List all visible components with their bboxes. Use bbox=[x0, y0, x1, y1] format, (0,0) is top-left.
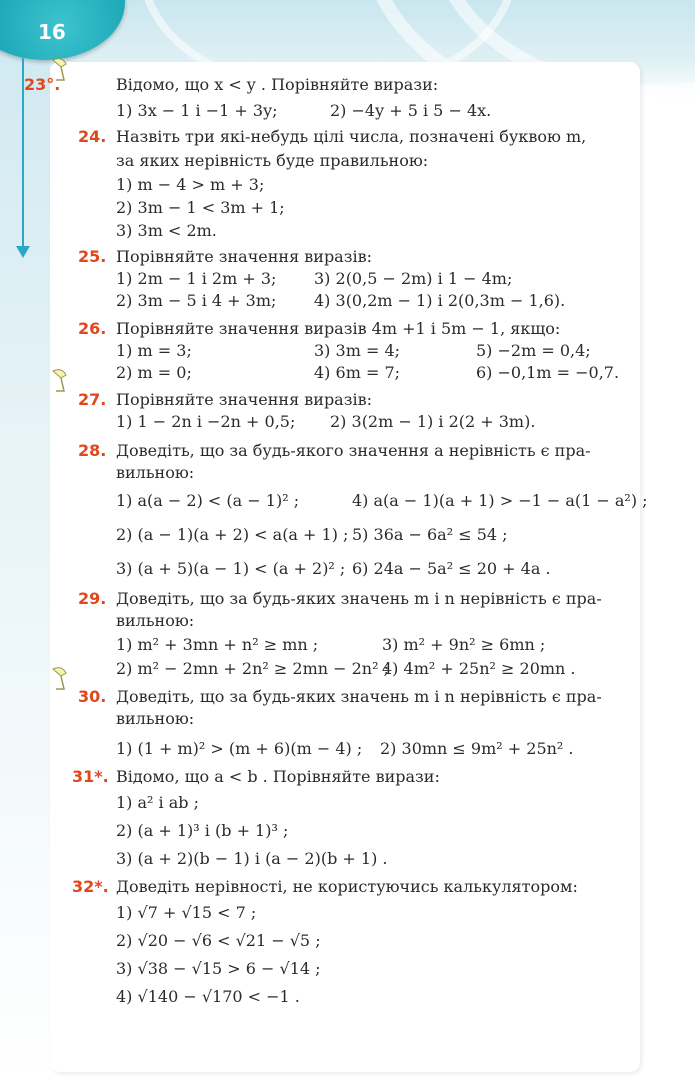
lamp-icon bbox=[50, 367, 72, 393]
page-number: 16 bbox=[38, 20, 66, 44]
problem-item: 6) 24a − 5a² ≤ 20 + 4a . bbox=[352, 559, 551, 578]
problem-item: 1) a(a − 2) < (a − 1)² ; bbox=[116, 491, 300, 510]
problem-statement: Порівняйте значення виразів 4m +1 і 5m − 1, якщо: bbox=[116, 319, 561, 338]
problem-item: 3) 2(0,5 − 2m) і 1 − 4m; bbox=[314, 269, 513, 288]
problem-item: 4) 3(0,2m − 1) і 2(0,3m − 1,6). bbox=[314, 291, 566, 310]
problem-number: 31*. bbox=[72, 767, 109, 786]
problem-item: 2) −4y + 5 і 5 − 4x. bbox=[330, 101, 492, 120]
problem-number: 32*. bbox=[72, 877, 109, 896]
problem-item: 1) 3x − 1 і −1 + 3y; bbox=[116, 101, 278, 120]
problem-item: 2) 3m − 5 і 4 + 3m; bbox=[116, 291, 277, 310]
problem-item: 5) −2m = 0,4; bbox=[476, 341, 591, 360]
problem-item: 1) (1 + m)² > (m + 6)(m − 4) ; bbox=[116, 739, 363, 758]
problem-item: 2) 3m − 1 < 3m + 1; bbox=[116, 198, 285, 217]
arrow-head-icon bbox=[16, 246, 30, 258]
side-margin-background bbox=[0, 0, 50, 1083]
problem-statement: Відомо, що a < b . Порівняйте вирази: bbox=[116, 767, 440, 786]
problem-number: 29. bbox=[78, 589, 107, 608]
problem-statement-cont: за яких нерівність буде правильною: bbox=[116, 151, 429, 170]
problem-item: 3) m² + 9n² ≥ 6mn ; bbox=[382, 635, 546, 654]
problem-statement: Відомо, що x < y . Порівняйте вирази: bbox=[116, 75, 439, 94]
problem-item: 3) 3m < 2m. bbox=[116, 221, 217, 240]
problem-item: 1) m = 3; bbox=[116, 341, 192, 360]
problem-item: 3) (a + 2)(b − 1) і (a − 2)(b + 1) . bbox=[116, 849, 388, 868]
problem-statement: Порівняйте значення виразів: bbox=[116, 390, 372, 409]
problem-item: 4) 6m = 7; bbox=[314, 363, 401, 382]
problem-item: 1) m² + 3mn + n² ≥ mn ; bbox=[116, 635, 319, 654]
problem-statement-cont: вильною: bbox=[116, 463, 195, 482]
problem-item: 2) (a − 1)(a + 2) < a(a + 1) ; bbox=[116, 525, 349, 544]
problem-item: 2) 30mn ≤ 9m² + 25n² . bbox=[380, 739, 574, 758]
problem-item: 1) √7 + √15 < 7 ; bbox=[116, 903, 257, 922]
problem-item: 6) −0,1m = −0,7. bbox=[476, 363, 620, 382]
problem-statement-cont: вильною: bbox=[116, 709, 195, 728]
problem-number: 24. bbox=[78, 127, 107, 146]
problem-number: 28. bbox=[78, 441, 107, 460]
problem-number: 26. bbox=[78, 319, 107, 338]
problem-item: 1) a² і ab ; bbox=[116, 793, 200, 812]
problem-statement: Доведіть, що за будь-якого значення a нерівність є пра- bbox=[116, 441, 591, 460]
problem-item: 3) 3m = 4; bbox=[314, 341, 401, 360]
problem-item: 2) m = 0; bbox=[116, 363, 192, 382]
problem-statement: Доведіть, що за будь-яких значень m і n нерівність є пра- bbox=[116, 687, 602, 706]
problem-item: 4) √140 − √170 < −1 . bbox=[116, 987, 300, 1006]
problem-item: 2) m² − 2mn + 2n² ≥ 2mn − 2n² ; bbox=[116, 659, 389, 678]
problem-item: 2) 3(2m − 1) і 2(2 + 3m). bbox=[330, 412, 536, 431]
problem-number: 30. bbox=[78, 687, 107, 706]
problem-statement: Порівняйте значення виразів: bbox=[116, 247, 372, 266]
problem-number: 27. bbox=[78, 390, 107, 409]
problem-item: 4) a(a − 1)(a + 1) > −1 − a(1 − a²) ; bbox=[352, 491, 648, 510]
problem-item: 2) (a + 1)³ і (b + 1)³ ; bbox=[116, 821, 289, 840]
problem-item: 1) 2m − 1 і 2m + 3; bbox=[116, 269, 277, 288]
lamp-icon bbox=[50, 665, 72, 691]
problem-statement: Доведіть, що за будь-яких значень m і n нерівність є пра- bbox=[116, 589, 602, 608]
problem-statement-cont: вильною: bbox=[116, 611, 195, 630]
problem-item: 5) 36a − 6a² ≤ 54 ; bbox=[352, 525, 508, 544]
problem-item: 1) m − 4 > m + 3; bbox=[116, 175, 265, 194]
problem-item: 1) 1 − 2n і −2n + 0,5; bbox=[116, 412, 296, 431]
problem-statement: Доведіть нерівності, не користуючись калькулятором: bbox=[116, 877, 578, 896]
problem-item: 3) √38 − √15 > 6 − √14 ; bbox=[116, 959, 321, 978]
problem-item: 2) √20 − √6 < √21 − √5 ; bbox=[116, 931, 321, 950]
problem-statement: Назвіть три які-небудь цілі числа, позначені буквою m, bbox=[116, 127, 587, 146]
problem-item: 4) 4m² + 25n² ≥ 20mn . bbox=[382, 659, 576, 678]
problem-number: 23°. bbox=[24, 75, 61, 94]
problem-item: 3) (a + 5)(a − 1) < (a + 2)² ; bbox=[116, 559, 346, 578]
problem-number: 25. bbox=[78, 247, 107, 266]
